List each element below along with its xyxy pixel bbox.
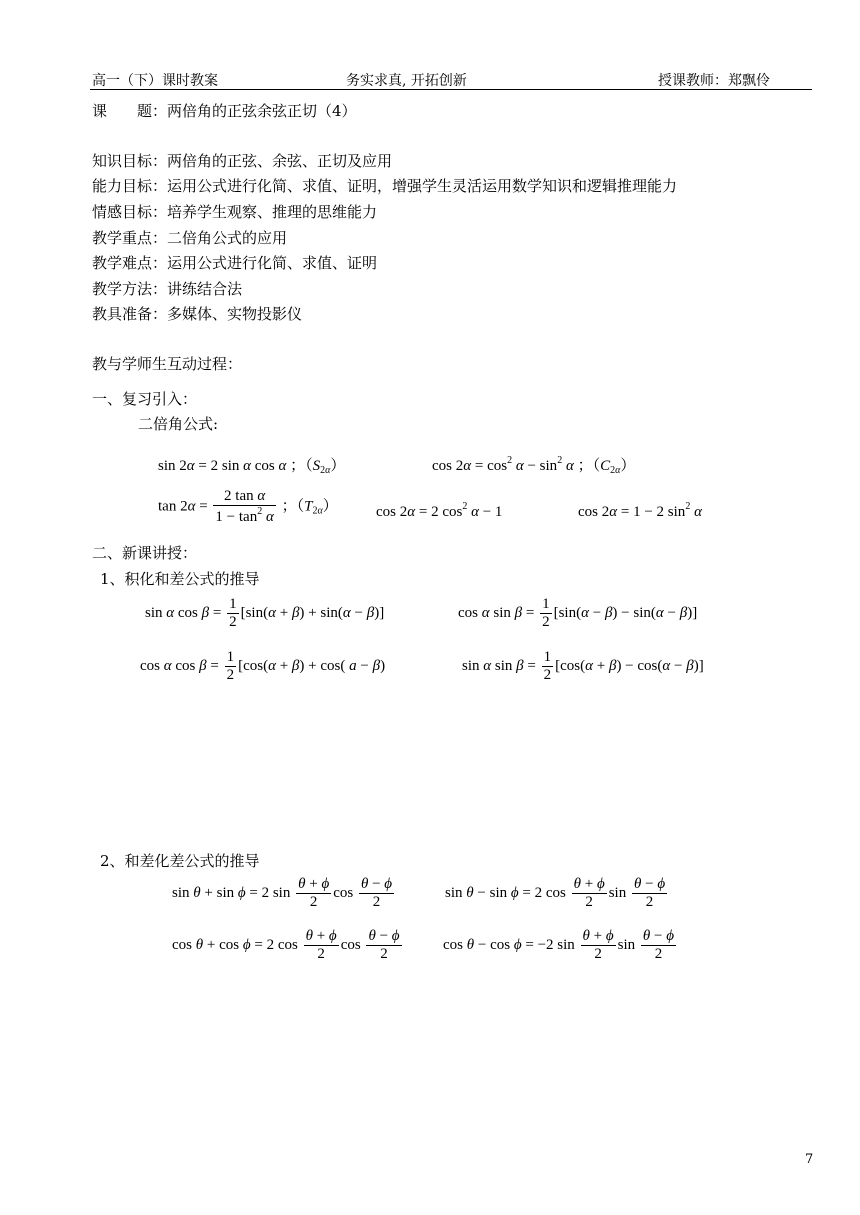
fraction: $\frac{\text{2 tan α}}{1 - \tan^2 \alpha}$: [215, 488, 274, 526]
fraction: $\frac{1}{2}$: [542, 596, 550, 631]
objective-label: 教学方法：: [92, 280, 168, 298]
fraction: $\frac{\theta + \phi}{2}$: [573, 876, 605, 911]
objective-label: 教具准备：: [92, 305, 168, 323]
objective-value: 多媒体、实物投影仪: [167, 305, 303, 323]
objective-value: 二倍角公式的应用: [167, 229, 288, 247]
objective-tools: [92, 303, 302, 324]
objective-knowledge: [92, 150, 392, 171]
objective-label: 能力目标：: [92, 177, 168, 195]
objective-method: [92, 278, 242, 299]
fraction: $\frac{\theta + \phi}{2}$: [298, 876, 330, 911]
formula-cos-cos-product: cos α cos β = $\frac{1}{2}$ [cos(α + β) + cos( a − β): [140, 649, 386, 684]
fraction: $\frac{1}{2}$: [229, 596, 237, 631]
formula-sin2a: sin 2α = 2 sin α cos α ；$(S_{2\alpha})$: [158, 458, 346, 476]
fraction: $\frac{\theta - \phi}{2}$: [360, 876, 393, 911]
objective-label: 教学难点：: [92, 254, 168, 272]
objective-value: 运用公式进行化简、求值、证明: [167, 254, 378, 272]
objective-ability: [92, 175, 677, 196]
objective-value: 培养学生观察、推理的思维能力: [167, 203, 378, 221]
fraction: $\frac{1}{2}$: [543, 649, 552, 684]
formula-sin-sin-product: sin α sin β = $\frac{1}{2}$ [cos(α + β) − cos(α − β)]: [462, 649, 704, 684]
topic-value: 两倍角的正弦余弦正切（4）: [167, 102, 357, 120]
section2-sub2: 2、和差化差公式的推导: [100, 852, 260, 870]
fraction: $\frac{\theta - \phi}{2}$: [368, 928, 400, 963]
formula-sin-diff: sin θ − sin ϕ = 2 cos $\frac{\theta + \phi}{2}$ sin $\frac{\theta - \phi}{2}$: [445, 876, 666, 911]
objective-difficulty: [92, 252, 377, 273]
objective-value: 讲练结合法: [167, 280, 243, 298]
section1-subtitle: 二倍角公式:: [138, 415, 219, 433]
objective-focus: [92, 227, 287, 248]
formula-cos2a-sin: cos 2α = 1 − 2 $\sin^2 \alpha$: [578, 501, 702, 520]
fraction: $\frac{\theta - \phi}{2}$: [633, 876, 666, 911]
objective-value: 运用公式进行化简、求值、证明，增强学生灵活运用数学知识和逻辑推理能力: [167, 177, 678, 195]
header-center: 务实求真, 开拓创新: [346, 73, 467, 89]
header-right: 授课教师：郑飘伶: [658, 73, 770, 89]
formula-sin-sum: sin θ + sin ϕ = 2 sin $\frac{\theta + \phi}{2}$ cos $\frac{\theta - \phi}{2}$: [172, 876, 393, 911]
page-number: 7: [805, 1152, 814, 1167]
objective-value: 两倍角的正弦、余弦、正切及应用: [167, 152, 393, 170]
process-title: 教与学师生互动过程：: [92, 355, 243, 373]
section2-sub1: 1、积化和差公式的推导: [100, 570, 260, 588]
header-left: 高一（下）课时教案: [92, 73, 218, 89]
formula-cos-sin-product: cos α sin β = $\frac{1}{2}$ [sin(α − β) − sin(α − β)]: [458, 596, 698, 631]
section1-title: 一、复习引入：: [92, 390, 198, 408]
fraction: $\frac{\theta + \phi}{2}$: [305, 928, 337, 963]
objective-label: 情感目标：: [92, 203, 168, 221]
fraction: $\frac{1}{2}$: [226, 649, 235, 684]
formula-cos-diff: cos θ − cos ϕ = −2 sin $\frac{\theta + \phi}{2}$ sin $\frac{\theta - \phi}{2}$: [443, 928, 675, 963]
formula-cos2a-cos: cos 2α = 2 $\cos^2 \alpha - 1$: [376, 501, 503, 520]
formula-tan2a: tan 2α = $\frac{\text{2 tan α}}{1 - \tan^2 \alpha}$ ；$(T_{2\alpha})$: [158, 488, 338, 526]
header-rule: [90, 89, 812, 90]
topic-label: 课 题：: [92, 102, 168, 120]
topic-line: [92, 100, 357, 121]
formula-cos2a: $\cos 2\alpha = \cos^2 \alpha - \sin^2 \alpha$ ；$(C_{2\alpha})$: [432, 455, 636, 476]
section2-title: 二、新课讲授：: [92, 544, 198, 562]
objective-label: 知识目标：: [92, 152, 168, 170]
fraction: $\frac{\theta - \phi}{2}$: [642, 928, 675, 963]
formula-cos-sum: cos θ + cos ϕ = 2 cos $\frac{\theta + \phi}{2}$ cos $\frac{\theta - \phi}{2}$: [172, 928, 400, 963]
fraction: $\frac{\theta + \phi}{2}$: [582, 928, 614, 963]
formula-sin-cos-product: sin α cos β = $\frac{1}{2}$ [sin(α + β) + sin(α − β)]: [145, 596, 385, 631]
objective-label: 教学重点：: [92, 229, 168, 247]
objective-emotion: [92, 201, 377, 222]
